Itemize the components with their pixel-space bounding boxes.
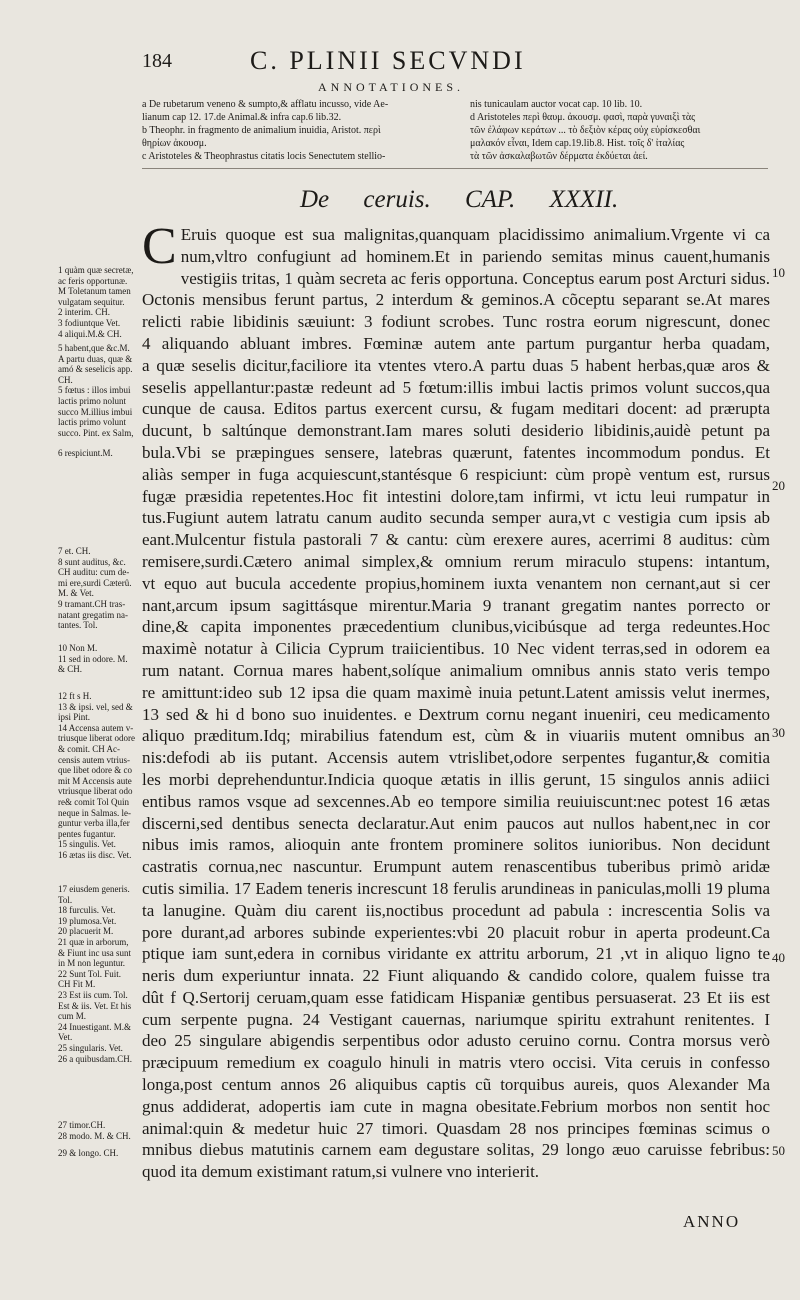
annotation-line: a De rubetarum veneno & sumpto,& afflatu incusso, vide Ae- [142, 99, 389, 110]
margin-note-line: 20 placuerit M. [58, 926, 114, 937]
annotations-right-column [470, 98, 768, 163]
text-line: relicti rabie libidinis sæuiunt: 3 fodiunt scrobes. Tunc rostra eorum nigrescunt, donec [142, 312, 770, 332]
text-line: bula.Vbi se præpingues sensere, latebras quærunt, fatentes incommodum pondus. Et [142, 442, 770, 462]
margin-note-line: 23 Est iis cum. Tol. [58, 989, 128, 1000]
margin-note-line: succo. Pint. ex Salm, [58, 427, 134, 438]
margin-note-line: 14 Accensa autem v- [58, 722, 134, 733]
annotation-line: θηρίων ἀκουσμ. [142, 138, 207, 149]
line-number: 40 [772, 950, 785, 965]
annotation-line: lianum cap 12. 17.de Animal.& infra cap.6 lib.32. [142, 112, 342, 123]
text-line: cum serpente pugna. 24 Vestigant cauernas, nariumque spiritu extrahunt renitentes. I [142, 1009, 770, 1029]
margin-note-line: mi ere,surdi Cæterû. [58, 577, 132, 588]
text-line: nant,arcum ipsum sagittásque mirentur.Maria 9 tranant gregatim nantes porrecto or [142, 595, 770, 615]
margin-note-line: natant gregatim na- [58, 609, 128, 620]
margin-note-line: lactis primo nolunt [58, 395, 126, 406]
text-line: cutis similia. 17 Eadem teneris increscunt 18 ferulis arundineas in paniculas,molli 19 pluma [142, 878, 770, 898]
margin-note-line: censis autem vtrius- [58, 754, 130, 765]
annotation-line: μαλακόν εἶναι, Idem cap.19.lib.8. Hist. τοῖς δ' ἰταλίας [470, 138, 685, 149]
margin-note-line: 10 Non M. [58, 643, 98, 653]
margin-note-line: 21 quæ in arborum, [58, 936, 129, 947]
margin-note-line: vulgatam sequitur. [58, 296, 125, 307]
text-line: ptique iam sunt,edera in cornibus viridante ex attritu arborum, 21 ,vt in aliquo ligno te [142, 944, 770, 964]
margin-note-line: triusque liberat odore [58, 733, 135, 744]
margin-note-line: CH auditu: cum de- [58, 567, 130, 578]
margin-note-line: 7 et. CH. [58, 546, 91, 556]
text-line: longa,post centum annos 26 aliquibus captis cũ torquibus aureis, quos Alexander Ma [142, 1075, 770, 1095]
margin-note-line: 11 sed in odore. M. [58, 653, 128, 664]
text-line: neris dum experiuntur innata. 22 Fiunt aliquando & candido colore, qualem fuisse tra [142, 966, 770, 986]
text-line: gnus addiderat, adopertis iam cute in magna obesitate.Febrium morbos non sentit hoc [142, 1096, 770, 1116]
text-line: ta lanugine. Quàm diu carent iis,noctibus procedunt ad pabula : increscentia Solis va [142, 900, 770, 920]
margin-note-line: amó & seselicis app. [58, 364, 133, 375]
margin-note-line: & Fiunt inc usa sunt [58, 947, 132, 958]
text-line: cunque de causa. Editos partus exercent cursu, & fugam meditari docent: ad prærupta [142, 399, 770, 419]
margin-note-line: que libet odore & co [58, 765, 132, 776]
margin-note [58, 884, 140, 1064]
margin-note-line: 27 timor.CH. [58, 1120, 106, 1130]
annotations-left-column [142, 98, 464, 163]
text-line: vestigiis tritas, 1 quàm secreta ac feris opportuna. Conceptus earum post Arcturi sidus. [180, 268, 770, 288]
text-line: vt equo aut bucula accedente propius,hominem iuxta venantem non cernant,aut si cer [142, 573, 770, 593]
line-number: 20 [772, 478, 785, 493]
text-line: quod ita demum existimant ratum,si vulnere vno interierit. [142, 1162, 540, 1182]
margin-note-line: 26 a quibusdam.CH. [58, 1053, 132, 1064]
text-line: a quæ seselis dicitur,faciliore ita vtentes vtero.A partu duas 5 habent herbas,quæ aros & [142, 355, 770, 375]
margin-note-line: in M non leguntur. [58, 958, 125, 969]
chapter-title: De ceruis. CAP. XXXII. [300, 186, 619, 213]
margin-note [58, 1120, 140, 1141]
margin-note-line: 19 plumosa.Vet. [58, 915, 117, 926]
margin-note-line: CH. [58, 374, 73, 385]
text-line: nibus imis ramos, alioquin ante frontem prominere solitos iunioribus. Non decidunt [142, 835, 770, 855]
margin-note-line: 16 ætas iis disc. Vet. [58, 849, 132, 860]
text-line: 4 aliquando abluant imbres. Fœminæ autem ante partum purgantur herba quadam, [142, 333, 770, 353]
margin-note-line: 24 Inuestigant. M.& [58, 1021, 131, 1032]
text-line: ducunt, b saltúnque demonstrant.Iam mares soluti desiderio libidinis,auidè petunt pa [142, 421, 770, 441]
page-number: 184 [142, 50, 172, 72]
margin-note [58, 643, 140, 675]
annotations-heading: ANNOTATIONES. [318, 80, 465, 94]
annotation-line: b Theophr. in fragmento de animalium inuidia, Aristot. περὶ [142, 125, 381, 136]
margin-note-line: 13 & ipsi. vel, sed & [58, 701, 133, 712]
margin-note-line: 18 furculis. Vet. [58, 905, 116, 916]
margin-note-line: A partu duas, quæ & [58, 353, 133, 364]
text-line: seselis appellantur:pastæ redeunt ad 5 fœtum:illis imbui lactis primos volunt succos,qua [142, 377, 770, 397]
margin-note-line: pentes fugantur. [58, 828, 116, 839]
line-number: 10 [772, 265, 785, 280]
margin-note-line: 2 interim. CH. [58, 307, 110, 318]
margin-note-line: tantes. Tol. [58, 620, 98, 631]
margin-note-line: neque in Salmas. le- [58, 807, 131, 818]
margin-note-line: 25 singularis. Vet. [58, 1042, 123, 1053]
margin-note-line: & CH. [58, 664, 83, 675]
text-line: Octonis mensibus ferunt partus, 2 interdum & geminos.A cõceptu separant se.At mares [142, 290, 770, 310]
divider-rule [142, 168, 768, 169]
margin-note-line: re& comit Tol Quin [58, 796, 129, 807]
text-line: dine,& capita imponentes præcedentium clunibus,vicibúsque ad terga redeuntes.Hoc [142, 617, 770, 637]
text-line: Eruis quoque est sua malignitas,quanquam placidissimo animalium.Vrgente vi ca [180, 225, 770, 244]
annotation-line: c Aristoteles & Theophrastus citatis locis Senectutem stellio- [142, 151, 386, 162]
annotation-line: d Aristoteles περὶ θαυμ. ἀκουσμ. φασὶ, παρὰ γυναιξὶ τὰς [470, 112, 696, 123]
annotation-line: τὰ τῶν ἀσκαλαβωτῶν δέρματα ἐκδύεται ἀεί. [470, 151, 648, 162]
margin-note-line: CH Fit M. [58, 979, 96, 990]
margin-note [58, 1148, 140, 1159]
margin-note-line: guntur verba illa,fer [58, 818, 130, 829]
margin-note-line: 3 fodiuntque Vet. [58, 317, 121, 328]
text-line: tus.Fugiunt autem latratu canum audito secunda semper aura,vt c vestigia cum ipsis ab [142, 508, 770, 528]
line-number: 30 [772, 725, 785, 740]
margin-note-line: 1 quàm quæ secretæ, [58, 265, 134, 275]
margin-note-line: Vet. [58, 1032, 73, 1043]
margin-note-line: ipsi Pint. [58, 712, 91, 723]
margin-note-line: M Toletanum tamen [58, 286, 131, 297]
margin-note-line: 5 habent,que &c.M. [58, 343, 130, 353]
text-line: num,vltro confugiunt ad hominem.Et in pariendo semitas minus cauent,humanis [180, 246, 770, 266]
margin-note-line: 6 respiciunt.M. [58, 448, 113, 458]
margin-note-line: lactis primo volunt [58, 417, 126, 428]
margin-note-line: 29 & longo. CH. [58, 1148, 119, 1158]
margin-note-line: 9 tramant.CH tras- [58, 598, 126, 609]
margin-note-line: cum M. [58, 1011, 86, 1022]
margin-note-line: 17 eiusdem generis. [58, 884, 130, 894]
running-head: C. PLINII SECVNDI [250, 46, 526, 75]
text-line: nis:defodi ab iis putant. Accensis autem vtrislibet,odore serpentes fugantur,& comitia [142, 748, 770, 768]
margin-note-line: 4 aliqui.M.& CH. [58, 328, 122, 339]
text-line: pore durant,ad arbores subinde experientes:vbi 20 placuit robur in aperta prodeunt.Ca [142, 922, 770, 942]
margin-note-line: 22 Sunt Tol. Fuit. [58, 968, 121, 979]
text-line: les morbi deprehenduntur.Indicia quoque ætatis in illis gerunt, 15 singulos annis adiici [142, 769, 770, 789]
margin-note [58, 691, 140, 861]
margin-note-line: mit M Accensis aute [58, 775, 132, 786]
text-line: discerni,sed dentibus senecta declaratur.Aut enim paucos aut nullos habent,nec in cor [142, 813, 770, 833]
margin-note-line: 15 singulis. Vet. [58, 839, 116, 850]
text-line: aliquo præditum.Idq; mirabilius fatendum est, cùm & in viuariis mutent omnibus an [142, 726, 770, 746]
annotation-line: τῶν ἐλάφων κεράτων ... τὸ δεξιὸν κέρας οὐχ εὑρίσκεσθαι [470, 125, 701, 136]
margin-note-line: 12 ft s H. [58, 691, 92, 701]
text-line: aliàs semper in fuga acquiescunt,stantésque 6 respiciunt: cùm propè ventum est, rursus [142, 464, 770, 484]
annotation-line: nis tunicaulam auctor vocat cap. 10 lib. 10. [470, 99, 643, 110]
text-line: 13 sed & hi d bono suo inuidentes. e Dextrum cornu negant inueniri, ceu medicamento [142, 704, 770, 724]
text-line: præcipuum remedium ex coagulo hinuli in matris vtero occisi. Vita ceruis in confesso [142, 1053, 770, 1073]
drop-cap: C [142, 218, 177, 275]
text-line: dût f Q.Sertorij ceruam,quam esse fatidicam Hispaniæ gentibus persuaserat. 23 Et iis est [142, 987, 770, 1007]
margin-note [58, 448, 140, 459]
text-line: animal:quin & medetur huic 27 timori. Quasdam 28 nos principes fœminas scimus o [142, 1118, 770, 1138]
margin-note-line: 28 modo. M. & CH. [58, 1130, 131, 1141]
text-line: deo 25 singulare abigendis serpentibus odor adusto ceruino cornu. Contra morsus verò [142, 1031, 770, 1051]
text-line: eant.Mulcentur fistula pastorali 7 & cantu: cùm erexere aures, acerrimi 8 auditus: cùm [142, 530, 770, 550]
margin-note [58, 546, 140, 631]
margin-note-line: & comit. CH Ac- [58, 743, 120, 754]
margin-note-line: Est & iis. Vet. Et his [58, 1000, 132, 1011]
margin-note-line: succo M.illius imbui [58, 406, 133, 417]
text-line: castratis cornua,nec nascuntur. Erumpunt autem renascentibus tuberibus primò aridæ [142, 857, 770, 877]
margin-note-line: ac feris opportunæ. [58, 275, 128, 286]
margin-note-line: 8 sunt auditus, &c. [58, 556, 126, 567]
line-number: 50 [772, 1143, 785, 1158]
margin-note [58, 265, 140, 339]
margin-note-line: 5 fœtus : illos imbui [58, 385, 131, 396]
text-line: entibus ramos vsque ad sexcennes.Ab eo tempore similia reuiuiscunt:nec potest 16 ætas [142, 791, 770, 811]
margin-note [58, 343, 140, 438]
margin-note-line: Tol. [58, 894, 73, 905]
text-line: fugæ præsidia repetentes.Hoc fit intestini dolore,tam infirmi, vt ictu leui rumpatur in [142, 486, 770, 506]
main-text [142, 218, 770, 1183]
text-line: re amittunt:ideo sub 12 ipsa die quam maximè inuia petunt.Latent amissis velut inermes, [142, 682, 770, 702]
margin-note-line: M. & Vet. [58, 588, 94, 599]
catchword: ANNO [683, 1212, 741, 1231]
text-line: remisere,surdi.Cætero animal simplex,& omnium rerum miraculo stupens: intantum, [142, 551, 770, 571]
text-line: mnibus diebus matutinis carnem eam degustare solitas, 29 longo æuo caruisse febribus: [142, 1140, 770, 1160]
text-line: rum natant. Cornua mares habent,solíque animalium omnibus annis stato veris tempo [142, 660, 770, 680]
margin-note-line: vtriusque liberat odo [58, 786, 133, 797]
text-line: maximè notatur à Cilicia Cyprum traiicientibus. 10 Nec vident terras,sed in odorem ea [142, 639, 770, 659]
